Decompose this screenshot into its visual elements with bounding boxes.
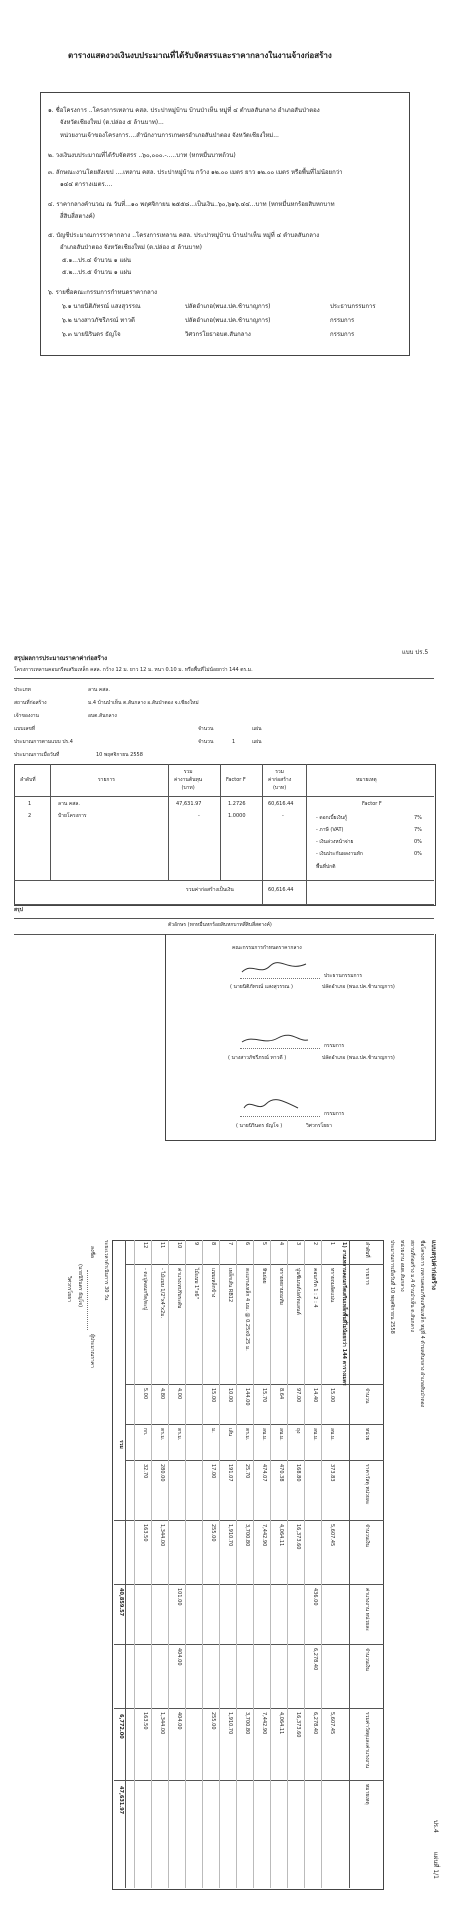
row-1-q: 15.00: [329, 1388, 335, 1403]
row-4-u: ลบ.ม.: [278, 1428, 284, 1441]
committee-2-role: กรรมการ: [330, 317, 355, 324]
signer-3-position: วิศวกรโยธา: [306, 1123, 332, 1129]
row-1-u: ลบ.ม.: [329, 1428, 335, 1441]
row-8-item: แบบเหล็กข้าง: [210, 1268, 216, 1298]
project-owner: หน่วยงานเจ้าของโครงการ....สำนักงานการเกษตรอำเภอสันป่าตอง จังหวัดเชียงใหม่...: [60, 132, 279, 139]
th-9: หมายเหตุ: [364, 1784, 370, 1805]
owner-label: เจ้าของงาน: [14, 713, 39, 719]
row-6-no: 6: [244, 1242, 250, 1246]
row-9-item: ไม้แบบ 1"x6": [193, 1268, 199, 1299]
row-7-mp: 191.07: [227, 1464, 233, 1482]
form-project: โครงการเทลานคอนกรีตเสริมเหล็ก คสล. กว้าง 12 ม. ยาว 12 ม. หนา 0.10 ม. หรือพื้นที่ไม่น้อยกว่า 144 ตร.ม.: [14, 667, 253, 673]
sum-value: 60,616.44: [268, 887, 294, 893]
estimator-sign-line: [87, 1270, 88, 1330]
row-2-item: ป้ายโครงการ: [58, 813, 87, 819]
row-3-sum: 16,373.60: [295, 1712, 301, 1738]
signer-1-name: ( นายนิติภัทรณ์ แสงสุวรรณ ): [230, 984, 293, 990]
row-10-item: ค่าแรงเทปรับระดับ: [176, 1268, 182, 1309]
signature-line-1: [240, 978, 320, 979]
th-1: รายการ: [364, 1268, 370, 1285]
page-title: ตารางแสดงวงเงินงบประมาณที่ได้รับจัดสรรและราคากลางในงานจ้างก่อสร้าง: [68, 51, 332, 60]
row-2-lp: 436.00: [312, 1588, 318, 1606]
row-1-no: 1: [329, 1242, 335, 1246]
th-2: จำนวน: [364, 1388, 370, 1404]
total-labor: 6,772.00: [118, 1714, 124, 1739]
row-12-sum: 163.50: [142, 1712, 148, 1730]
pr4-count-label: จำนวน: [198, 739, 214, 745]
row-6-mp: 25.70: [244, 1464, 250, 1479]
committee-2-name: ๖.๒ นางสาวภัชรีภรณ์ ทาวดี: [62, 317, 135, 324]
remark-interest: - ดอกเบี้ยเงินกู้: [316, 815, 348, 821]
estimator-position: วิศวกรโยธา: [66, 1276, 72, 1302]
row-4-no: 4: [278, 1242, 284, 1246]
row-8-u: ม.: [210, 1428, 216, 1433]
remark-advance: - เงินล่วงหน้าจ่าย: [316, 839, 354, 845]
th-cost: รวม ค่างานต้นทุน (บาท): [174, 769, 203, 791]
remark-factor-title: Factor F: [362, 801, 382, 807]
signer-1-role: ประธานกรรมการ: [324, 973, 363, 979]
row-12-u: กก.: [142, 1428, 148, 1436]
row-2-no: 2: [312, 1242, 318, 1246]
col-line: [114, 1584, 384, 1585]
work-description-cont: ๑๔๔ ตารางเมตร....: [60, 181, 113, 188]
row-5-mp: 474.07: [261, 1464, 267, 1482]
row-divider: [270, 1240, 271, 1888]
plan-count-label: จำนวน: [198, 726, 214, 732]
total-line: [125, 1240, 126, 1888]
type-value: ลาน คสล.: [88, 687, 110, 693]
row-6-item: ตะแกรงเหล็ก 4 มม. @ 0.25x0.25 ม.: [244, 1268, 250, 1351]
work-description: ๓. ลักษณะงานโดยสังเขป ....เทลาน คสล. ประปาหมู่บ้าน กว้าง ๑๒.๐๐ เมตร ยาว ๑๒.๐๐ เมตร หรือพื้นที่ไม่น้อยกว่า: [48, 169, 343, 176]
col-line: [306, 764, 307, 904]
row-7-q: 10.00: [227, 1388, 233, 1403]
plan-no-label: แบบเลขที่: [14, 726, 36, 732]
table-sum-line: [14, 880, 434, 881]
header-bottom: [349, 1240, 350, 1888]
summary-table: [14, 764, 436, 906]
form-number: ปร.4: [432, 1820, 439, 1833]
th-5: จำนวนเงิน: [364, 1524, 370, 1547]
row-divider: [321, 1240, 322, 1888]
row-divider: [236, 1240, 237, 1888]
project-name-cont: จังหวัดเชียงใหม่ (ต.ปล่อง ๕ ล้านบาท)...: [60, 119, 164, 126]
row-7-u: เส้น: [227, 1428, 233, 1437]
sum-label: รวมค่าก่อสร้างเป็นเงิน: [186, 887, 234, 893]
signer-2-position: ปลัดอำเภอ (พนง.ปค.ช้านาญการ): [322, 1055, 395, 1061]
row-11-q: 4.80: [159, 1388, 165, 1400]
row-2-no: 2: [28, 813, 32, 819]
row-2-cost: -: [198, 813, 200, 819]
form-title: สรุปผลการประมาณราคาค่าก่อสร้าง: [14, 655, 108, 662]
row-5-q: 15.70: [261, 1388, 267, 1403]
row-6-q: 144.00: [244, 1388, 250, 1406]
date-label: ประมาณการเมื่อวันที่: [14, 752, 60, 758]
row-10-no: 10: [176, 1242, 182, 1249]
remark-advance-value: 0%: [414, 839, 422, 845]
page-2-pr5-form: [0, 640, 450, 1200]
row-1-ma: 5,607.45: [329, 1524, 335, 1547]
estimate-list-cont: อำเภอสันป่าตอง จังหวัดเชียงใหม่ (ต.ปล่อง ๕ ล้านบาท): [60, 244, 202, 251]
row-10-la: 404.00: [176, 1648, 182, 1666]
row-1-sum: 5,607.45: [329, 1712, 335, 1735]
conclusion-bottom: [14, 918, 434, 919]
sheet-number: แผ่นที่ 1/1: [432, 1852, 439, 1880]
col-line: [126, 1460, 384, 1461]
row-divider: [185, 1240, 186, 1888]
row-divider: [202, 1240, 203, 1888]
remark-area: พื้นที่ปกติ: [316, 864, 336, 870]
signer-1-position: ปลัดอำเภอ (พนง.ปค.ช้านาญการ): [322, 984, 395, 990]
signer-3-name: ( นายนิรินดร ธัญโจ ): [236, 1123, 283, 1129]
remark-vat-value: 7%: [414, 827, 422, 833]
row-2-la: 6,278.40: [312, 1648, 318, 1671]
row-8-q: 15.00: [210, 1388, 216, 1403]
committee-1-name: ๖.๑ นายนิติภัทรณ์ แสงสุวรรณ: [62, 303, 141, 310]
row-5-u: ลบ.ม.: [261, 1428, 267, 1441]
row-5-sum: 7,442.90: [261, 1712, 267, 1735]
row-2-item: คอนกรีต 1 : 2 : 4: [312, 1268, 318, 1308]
row-10-sum: 404.00: [176, 1712, 182, 1730]
duration: ระยะเวลาดำเนินการ 30 วัน: [103, 1240, 109, 1301]
col-line: [114, 1644, 384, 1645]
row-6-u: ตร.ม.: [244, 1428, 250, 1441]
site-value: ม.4 บ้านป่าเห็น ต.สันกลาง อ.สันป่าตอง จ.เชียงใหม่: [88, 700, 199, 706]
row-12-q: 5.00: [142, 1388, 148, 1400]
row-6-sum: 3,700.80: [244, 1712, 250, 1735]
plan-unit: แผ่น: [252, 726, 262, 732]
median-price: ๔. ราคากลางคำนวณ ณ วันที่...๑๐ พฤศจิกายน ๒๕๕๘...เป็นเงิน..๖๐,๖๑๖.๔๔...บาท (หกหมื่นหกร้อยสิบหกบาท: [48, 201, 335, 208]
remark-vat: - ภาษี (VAT): [316, 827, 344, 833]
row-divider: [168, 1240, 169, 1888]
row-3-item: ปูนซีเมนต์ปอร์ตแลนด์: [295, 1268, 301, 1315]
row-1-no: 1: [28, 801, 32, 807]
row-3-no: 3: [295, 1242, 301, 1246]
signer-2-role: กรรมการ: [324, 1043, 345, 1049]
page-1-price-summary: [0, 0, 450, 460]
col-line: [126, 1424, 384, 1425]
estimate-pr5: ๕.๒...ปร.๕ จำนวน ๑ แผ่น: [62, 269, 132, 276]
total-material: 40,859.57: [118, 1588, 124, 1617]
pr4-unit: แผ่น: [252, 739, 262, 745]
estimate-pr4: ๕.๑...ปร.๔ จำนวน ๑ แผ่น: [62, 257, 131, 264]
row-7-sum: 1,910.70: [227, 1712, 233, 1735]
row-8-sum: 255.00: [210, 1712, 216, 1730]
committee-3-name: ๖.๓ นายนิรินดร ธัญโจ: [62, 331, 121, 338]
th-no: ลำดับที่: [20, 777, 36, 783]
row-1-item: ลาน คสล.: [58, 801, 80, 807]
row-9-no: 9: [193, 1242, 199, 1246]
row-11-item: - ไม้แบบ 1/2"x4"x2ม.: [159, 1268, 165, 1319]
row-6-ma: 3,700.80: [244, 1524, 250, 1547]
row-11-no: 11: [159, 1242, 165, 1249]
pr4-label: ประมาณการตามแบบ ปร.4: [14, 739, 73, 745]
signature-line-2: [240, 1048, 320, 1049]
row-12-ma: 163.50: [142, 1524, 148, 1542]
row-4-sum: 4,064.11: [278, 1712, 284, 1735]
total-label: รวม: [118, 1440, 124, 1449]
row-12-no: 12: [142, 1242, 148, 1249]
row-8-ma: 255.00: [210, 1524, 216, 1542]
remark-retention-value: 0%: [414, 851, 422, 857]
row-divider: [304, 1240, 305, 1888]
signer-3-role: กรรมการ: [324, 1111, 345, 1117]
row-divider: [134, 1240, 135, 1888]
row-4-item: ทรายหยาบถมทับ: [278, 1268, 284, 1305]
total-sum: 47,631.97: [118, 1786, 124, 1815]
row-1-mp: 373.83: [329, 1464, 335, 1482]
type-label: ประเภท: [14, 687, 31, 693]
col-line: [114, 1780, 384, 1781]
table-header-line: [14, 796, 434, 797]
owner-value: อบต.สันกลาง: [88, 713, 117, 719]
row-5-item: หินย่อย: [261, 1268, 267, 1284]
row-11-mp: 280.00: [159, 1464, 165, 1482]
committee-heading: ๖. รายชื่อคณะกรรมการกำหนดราคากลาง: [48, 289, 158, 296]
row-5-ma: 7,442.90: [261, 1524, 267, 1547]
th-4: ราคาวัสดุ หน่วยละ: [364, 1464, 370, 1505]
row-4-mp: 470.38: [278, 1464, 284, 1482]
conclusion-top: [14, 904, 434, 905]
site-line: สถานที่ก่อสร้าง ม.4 บ้านป่าเห็น ต.สันกลาง: [409, 1240, 415, 1332]
row-4-ma: 4,064.11: [278, 1524, 284, 1547]
pr4-count: 1: [232, 739, 236, 745]
row-2-total: -: [282, 813, 284, 819]
row-7-no: 7: [227, 1242, 233, 1246]
estimator-role: ผู้ประมาณราคา: [89, 1334, 95, 1368]
row-2-u: ลบ.ม.: [312, 1428, 318, 1441]
row-12-item: - ตะปูคอนกรีต/ตะปู: [142, 1268, 148, 1311]
row-2-q: 14.40: [312, 1388, 318, 1403]
col-line: [114, 1520, 384, 1521]
estimator-name: (นายนิรินดร ธัญโจ): [77, 1264, 83, 1308]
col-line: [50, 764, 51, 880]
row-7-item: เหล็กเส้น RB12: [227, 1268, 233, 1303]
row-1-factor: 1.2726: [228, 801, 246, 807]
row-divider: [253, 1240, 254, 1888]
row-11-ma: 1,344.00: [159, 1524, 165, 1547]
committee-1-role: ประธานกรรมการ: [330, 303, 376, 310]
col-line: [262, 764, 263, 904]
row-8-no: 8: [210, 1242, 216, 1246]
committee-3-role: กรรมการ: [330, 331, 355, 338]
th-7: จำนวนเงิน: [364, 1648, 370, 1671]
row-11-sum: 1,344.00: [159, 1712, 165, 1735]
divider: [14, 678, 434, 679]
rotated-page: [60, 1240, 440, 1890]
row-3-u: ถุง: [295, 1428, 301, 1434]
row-3-ma: 16,373.60: [295, 1524, 301, 1550]
row-2-factor: 1.0000: [228, 813, 246, 819]
signature-line-3: [240, 1116, 320, 1117]
estimate-list: ๕. บัญชีประมาณการราคากลาง ..โครงการเทลาน คสล. ประปาหมู่บ้าน บ้านป่าเห็น หมู่ที่ ๔ ตำบลสันกลาง: [48, 232, 320, 239]
row-divider: [151, 1240, 152, 1888]
form-number: แบบ ปร.5: [402, 649, 429, 656]
page-3-pr4-form: [0, 1230, 450, 1910]
form-title: แบบสรุปค่าก่อสร้าง: [430, 1240, 437, 1290]
row-1-cost: 47,631.97: [176, 801, 202, 807]
row-11-u: ตร.ม.: [159, 1428, 165, 1441]
row-10-q: 4.00: [176, 1388, 182, 1400]
row-2-sum: 6,278.40: [312, 1712, 318, 1735]
project-line: ชื่อโครงการ เทลานคอนกรีตเสริมเหล็ก หมู่ที่ 4 ตำบลสันกลาง อำเภอสันป่าตอง: [419, 1240, 425, 1408]
site-label: สถานที่ก่อสร้าง: [14, 700, 47, 706]
th-8: รวมค่าวัสดุและค่าแรงงาน: [364, 1712, 370, 1769]
amount-in-words: ตัวอักษร (หกหมื่นหกร้อยสิบหกบาทสี่สิบสี่สตางค์): [168, 922, 272, 928]
project-name: ๑. ชื่อโครงการ ..โครงการเทลาน คสล. ประปาหมู่บ้าน บ้านป่าเห็น หมู่ที่ ๔ ตำบลสันกลาง อำเภอสันป่าตอง: [48, 107, 320, 114]
col-line: [114, 1708, 384, 1709]
sign-label: ลงชื่อ: [89, 1246, 95, 1258]
section-heading: 1) งานเทลานคอนกรีตเสริมเหล็กพื้นที่ไม่น้อยกว่า 144 ตารางเมตร: [341, 1242, 347, 1386]
th-3: หน่วย: [364, 1428, 370, 1441]
committee-heading: คณะกรรมการกำหนดราคากลาง: [232, 945, 302, 951]
row-7-ma: 1,910.70: [227, 1524, 233, 1547]
row-12-mp: 32.70: [142, 1464, 148, 1479]
budget: ๒. วงเงินงบประมาณที่ได้รับจัดสรร ..๖๐,๐๐๐.-.....บาท (หกหมื่นบาทถ้วน): [48, 152, 236, 159]
row-5-no: 5: [261, 1242, 267, 1246]
row-8-mp: 17.00: [210, 1464, 216, 1479]
th-total: รวม ค่าก่อสร้าง (บาท): [268, 769, 292, 791]
row-1-total: 60,616.44: [268, 801, 294, 807]
row-divider: [287, 1240, 288, 1888]
date-value: 10 พฤศจิกายน 2558: [96, 752, 143, 758]
conclusion-label: สรุป: [14, 907, 23, 913]
th-remark: หมายเหตุ: [356, 777, 377, 783]
row-10-u: ตร.ม.: [176, 1428, 182, 1441]
agency-line: หน่วยงาน อบต.สันกลาง: [399, 1240, 405, 1292]
signature-3: [242, 1096, 302, 1114]
th-item: รายการ: [98, 777, 115, 783]
row-3-mp: 168.80: [295, 1464, 301, 1482]
signature-1: [240, 958, 310, 978]
th-0: ลำดับที่: [364, 1242, 370, 1258]
row-10-lp: 101.00: [176, 1588, 182, 1606]
signature-2: [240, 1032, 310, 1048]
row-4-q: 8.64: [278, 1388, 284, 1400]
remark-retention: - เงินประกันผลงานหัก: [316, 851, 363, 857]
row-1-item: ทรายถมอัดแน่น: [329, 1268, 335, 1303]
committee-1-position: ปลัดอำเภอ(พนง.ปค.ช้านาญการ): [185, 303, 271, 310]
col-line: [168, 764, 169, 880]
signer-2-name: ( นางสาวภัชรีภรณ์ ทาวดี ): [228, 1055, 287, 1061]
row-3-q: 97.00: [295, 1388, 301, 1403]
th-6: ค่าแรงงาน หน่วยละ: [364, 1588, 370, 1631]
col-line: [220, 764, 221, 880]
th-factor: Factor F: [226, 777, 246, 783]
remark-interest-value: 7%: [414, 815, 422, 821]
median-price-cont: สี่สิบสี่สตางค์): [60, 213, 96, 220]
row-divider: [219, 1240, 220, 1888]
committee-2-position: ปลัดอำเภอ(พนง.ปค.ช้านาญการ): [185, 317, 271, 324]
committee-3-position: วิศวกรโยธาอบต.สันกลาง: [185, 331, 251, 338]
date-line: ประมาณการเมื่อวันที่ 10 พฤศจิกายน 2558: [389, 1240, 395, 1334]
